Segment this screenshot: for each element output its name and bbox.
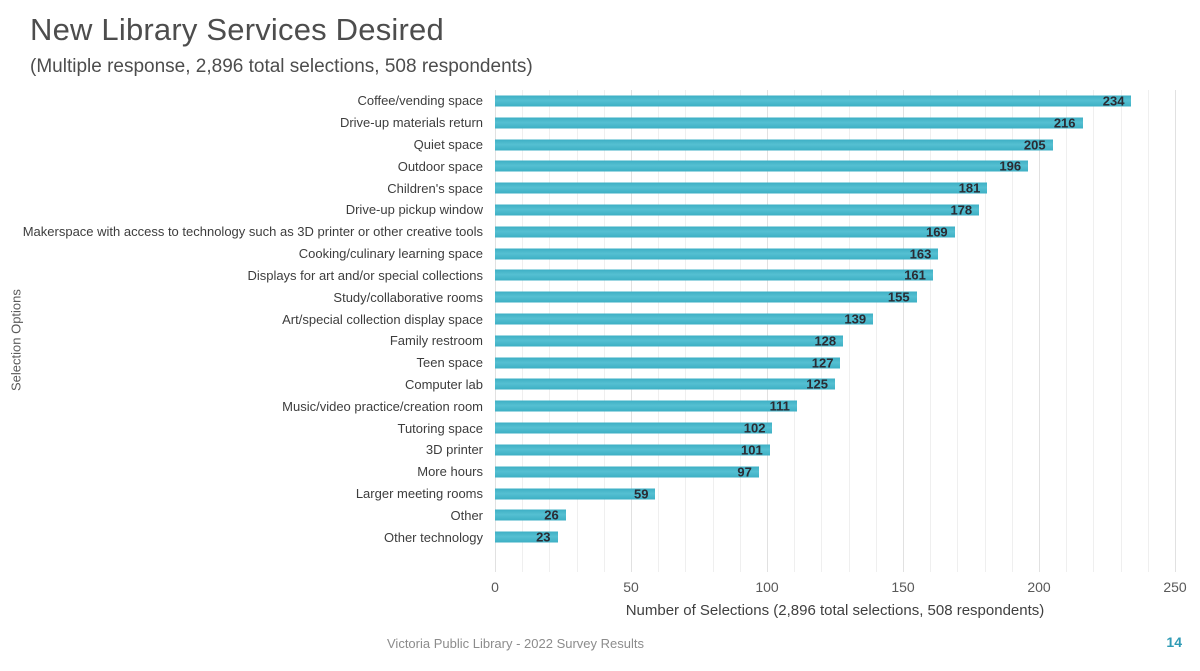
- bar-track: [495, 286, 1175, 308]
- bar-row: [0, 221, 1175, 243]
- value-label: 205: [1023, 137, 1046, 153]
- bar-row: [0, 286, 1175, 308]
- value-label: 111: [769, 398, 790, 414]
- value-label: 97: [737, 464, 752, 480]
- bar: [495, 224, 955, 240]
- page-number: 14: [1166, 634, 1182, 650]
- bar: [495, 202, 979, 218]
- bar: [495, 529, 558, 545]
- x-tick-label: 200: [1027, 579, 1051, 595]
- category-label: Drive-up pickup window: [345, 202, 483, 218]
- bar-track: [495, 221, 1175, 243]
- category-label: Tutoring space: [397, 420, 483, 436]
- bar-row: [0, 134, 1175, 156]
- value-label: 23: [536, 529, 551, 545]
- chart-title: New Library Services Desired: [30, 12, 444, 47]
- bar-track: [495, 265, 1175, 287]
- value-label: 216: [1053, 115, 1076, 131]
- category-label: Teen space: [416, 355, 483, 371]
- value-label: 169: [925, 224, 948, 240]
- value-label: 234: [1102, 93, 1125, 109]
- category-label: Children's space: [387, 180, 483, 196]
- bar-track: [495, 308, 1175, 330]
- value-label: 125: [806, 376, 828, 392]
- bar-row: [0, 352, 1175, 374]
- chart-subtitle: (Multiple response, 2,896 total selections, 508 respondents): [30, 56, 533, 77]
- x-tick-label: 150: [891, 579, 915, 595]
- value-label: 178: [950, 202, 973, 218]
- bar-track: [495, 439, 1175, 461]
- x-tick-label: 0: [491, 579, 499, 595]
- bar-track: [495, 374, 1175, 396]
- bar-track: [495, 112, 1175, 134]
- bar-row: [0, 90, 1175, 112]
- value-label: 101: [741, 442, 763, 458]
- bar: [495, 420, 772, 436]
- category-label: Drive-up materials return: [339, 115, 483, 131]
- bar-track: [495, 90, 1175, 112]
- bar-track: [495, 352, 1175, 374]
- x-tick-label: 250: [1163, 579, 1187, 595]
- category-label: 3D printer: [425, 442, 483, 458]
- bar: [495, 355, 840, 371]
- category-label: Larger meeting rooms: [355, 486, 483, 502]
- bar-row: [0, 155, 1175, 177]
- x-axis-ticks: [491, 579, 1187, 597]
- category-label: Study/collaborative rooms: [333, 289, 483, 305]
- x-tick-label: 100: [755, 579, 779, 595]
- bar-row: [0, 417, 1175, 439]
- category-label: Makerspace with access to technology such as 3D printer or other creative tools: [22, 224, 483, 240]
- bar-track: [495, 134, 1175, 156]
- category-label: Cooking/culinary learning space: [298, 246, 483, 262]
- value-label: 196: [999, 158, 1022, 174]
- bar: [495, 333, 843, 349]
- value-label: 155: [887, 289, 910, 305]
- category-label: More hours: [417, 464, 483, 480]
- bar-track: [495, 199, 1175, 221]
- bar-row: [0, 461, 1175, 483]
- category-label: Displays for art and/or special collections: [247, 267, 483, 283]
- bar: [495, 180, 987, 196]
- bar: [495, 507, 566, 523]
- bar-track: [495, 483, 1175, 505]
- bar-row: [0, 526, 1175, 548]
- bar: [495, 289, 917, 305]
- bar-row: [0, 395, 1175, 417]
- value-label: 128: [814, 333, 837, 349]
- bar-row: [0, 374, 1175, 396]
- value-label: 127: [811, 355, 834, 371]
- bar: [495, 398, 797, 414]
- bar-track: [495, 177, 1175, 199]
- bar: [495, 137, 1053, 153]
- bar: [495, 464, 759, 480]
- value-label: 161: [904, 267, 926, 283]
- bar: [495, 442, 770, 458]
- bar-track: [495, 461, 1175, 483]
- bar-row: [0, 308, 1175, 330]
- slide-footer: Victoria Public Library - 2022 Survey Results: [387, 636, 644, 651]
- bar-row: [0, 199, 1175, 221]
- x-axis-title: Number of Selections (2,896 total selections, 508 respondents): [625, 602, 1045, 619]
- value-label: 163: [909, 246, 932, 262]
- bar: [495, 246, 938, 262]
- category-label: Other technology: [383, 529, 483, 545]
- category-label: Coffee/vending space: [357, 93, 483, 109]
- bar-track: [495, 504, 1175, 526]
- value-label: 139: [844, 311, 867, 327]
- value-label: 102: [743, 420, 766, 436]
- value-label: 59: [634, 486, 649, 502]
- bar-track: [495, 526, 1175, 548]
- bar-track: [495, 417, 1175, 439]
- bar-row: [0, 112, 1175, 134]
- category-label: Other: [450, 507, 483, 523]
- category-label: Outdoor space: [397, 158, 483, 174]
- bar-row: [0, 483, 1175, 505]
- category-label: Family restroom: [389, 333, 483, 349]
- bar-chart: [0, 90, 1175, 548]
- bar: [495, 93, 1131, 109]
- bar-row: [0, 504, 1175, 526]
- bar-row: [0, 243, 1175, 265]
- bar: [495, 267, 933, 283]
- bar: [495, 376, 835, 392]
- bar-track: [495, 243, 1175, 265]
- bar: [495, 158, 1028, 174]
- bar-row: [0, 265, 1175, 287]
- major-gridline: [1175, 90, 1176, 572]
- x-tick-label: 50: [623, 579, 639, 595]
- bar: [495, 115, 1083, 131]
- bar: [495, 486, 655, 502]
- bar-track: [495, 395, 1175, 417]
- category-label: Computer lab: [404, 376, 483, 392]
- bar-row: [0, 177, 1175, 199]
- bar: [495, 311, 873, 327]
- bar-track: [495, 155, 1175, 177]
- bar-row: [0, 439, 1175, 461]
- value-label: 26: [544, 507, 559, 523]
- bar-row: [0, 330, 1175, 352]
- bar-track: [495, 330, 1175, 352]
- category-label: Art/special collection display space: [282, 311, 483, 327]
- category-label: Music/video practice/creation room: [282, 398, 483, 414]
- category-label: Quiet space: [413, 137, 483, 153]
- y-axis-title: Selection Options: [8, 289, 24, 391]
- value-label: 181: [958, 180, 981, 196]
